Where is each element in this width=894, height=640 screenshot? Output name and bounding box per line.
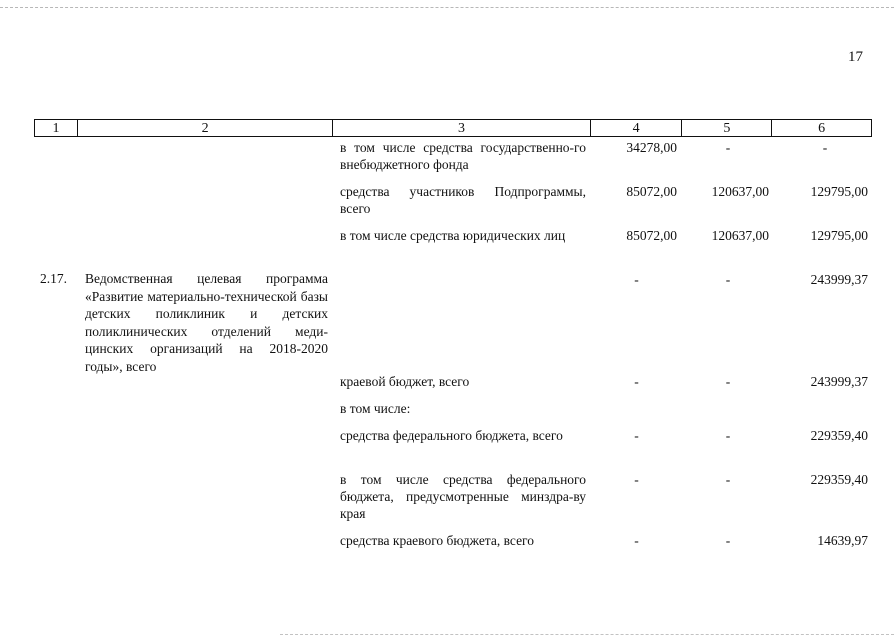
row-4-description: краевой бюджет, всего bbox=[340, 374, 470, 389]
scan-bottom-edge bbox=[280, 634, 894, 635]
row-6-description: средства федерального бюджета, всего bbox=[340, 428, 563, 443]
row-1-col5: 120637,00 bbox=[711, 184, 769, 199]
row-7-col4: - bbox=[634, 472, 639, 487]
header-col-1: 1 bbox=[35, 120, 78, 136]
header-col-5: 5 bbox=[682, 120, 772, 136]
row-7-col5: - bbox=[725, 472, 731, 487]
row-5-description: в том числе: bbox=[340, 401, 411, 416]
row-1-col6: 129795,00 bbox=[810, 184, 868, 199]
header-col-4: 4 bbox=[591, 120, 683, 136]
row-2-col6: 129795,00 bbox=[810, 228, 868, 243]
row-6-col5: - bbox=[725, 428, 731, 443]
header-col-3: 3 bbox=[333, 120, 590, 136]
row-3-col4: - bbox=[634, 272, 639, 287]
row-4-col4: - bbox=[634, 374, 639, 389]
row-6-col6: 229359,40 bbox=[810, 428, 868, 443]
program-title: Ведомственная целевая программа «Развитие материально-технической базы детских поликлиник и детских поликлинических отделений меди-цинских организаций на 2018-2020 годы», всего bbox=[85, 271, 328, 374]
row-2-col5: 120637,00 bbox=[711, 228, 769, 243]
row-7-col6: 229359,40 bbox=[810, 472, 868, 487]
row-0-col5: - bbox=[725, 140, 731, 155]
row-4-col5: - bbox=[725, 374, 731, 389]
row-8-col6: 14639,97 bbox=[817, 533, 868, 548]
row-8-col5: - bbox=[725, 533, 731, 548]
row-7-description: в том числе средства федерального бюджета, предусмотренные минздра-ву края bbox=[340, 472, 586, 521]
scan-top-edge bbox=[0, 7, 894, 8]
row-6-col4: - bbox=[634, 428, 639, 443]
row-0-col6: - bbox=[822, 140, 828, 155]
row-8-col4: - bbox=[634, 533, 639, 548]
row-3-col6: 243999,37 bbox=[810, 272, 868, 287]
row-0-description: в том числе средства государственно-го внебюджетного фонда bbox=[340, 140, 586, 172]
row-3-col5: - bbox=[725, 272, 731, 287]
row-4-col6: 243999,37 bbox=[810, 374, 868, 389]
table-header-row bbox=[34, 119, 872, 137]
program-number: 2.17. bbox=[40, 271, 67, 286]
row-8-description: средства краевого бюджета, всего bbox=[340, 533, 535, 548]
row-2-description: в том числе средства юридических лиц bbox=[340, 228, 566, 243]
header-col-6: 6 bbox=[818, 121, 826, 136]
header-col-2: 2 bbox=[78, 120, 333, 136]
row-2-col4: 85072,00 bbox=[626, 228, 677, 243]
row-1-description: средства участников Подпрограммы, всего bbox=[340, 184, 586, 216]
row-1-col4: 85072,00 bbox=[626, 184, 677, 199]
page-number: 17 bbox=[848, 49, 863, 65]
row-0-col4: 34278,00 bbox=[626, 140, 677, 155]
